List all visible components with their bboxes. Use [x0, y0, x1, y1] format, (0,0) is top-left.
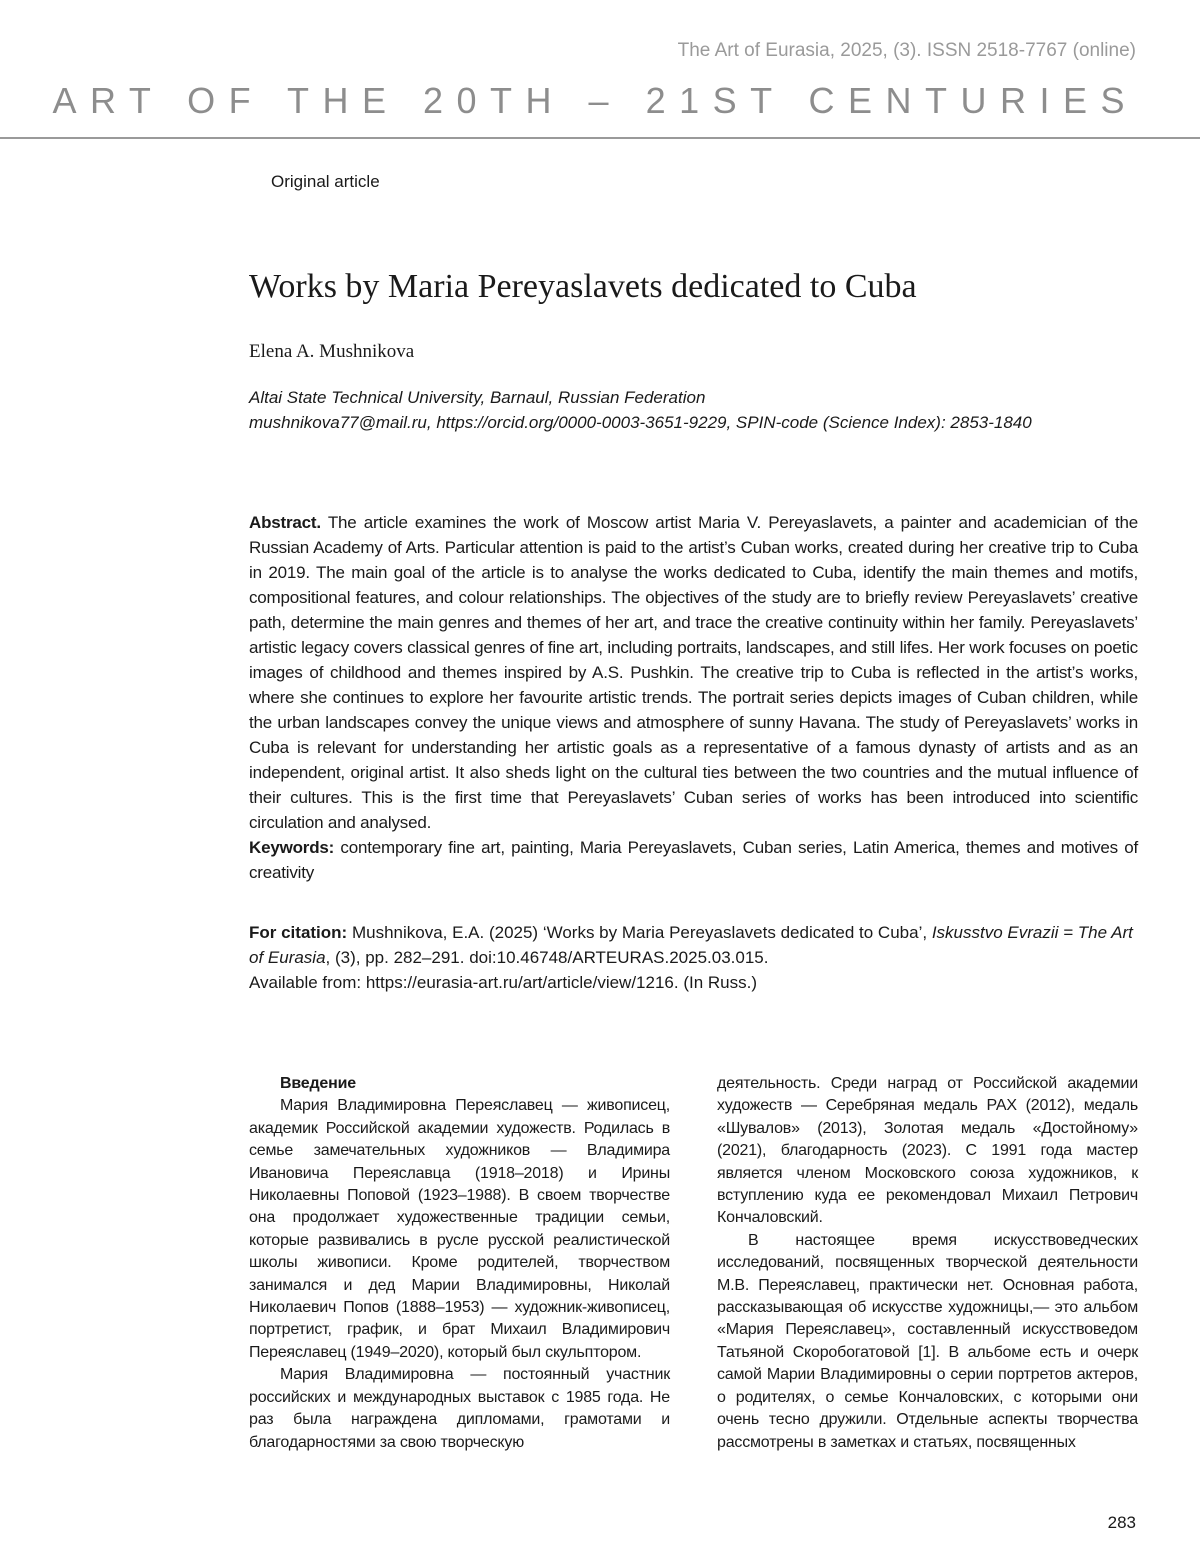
header-divider [0, 137, 1200, 139]
page-number: 283 [1107, 1513, 1136, 1532]
citation-block [249, 920, 1144, 995]
keywords-text: contemporary fine art, painting, Maria Pereyaslavets, Cuban series, Latin America, themes and motives of creativity [249, 838, 1138, 882]
abstract-text: The article examines the work of Moscow artist Maria V. Pereyaslavets, a painter and academician of the Russian Academy of Arts. Particular attention is paid to the artist’s Cuban works, created during her creative trip to Cuba in 2019. The main goal of the article is to analyse the works dedicated to Cuba, identify the main themes and motifs, compositional features, and colour relationships. The objectives of the study are to briefly review Pereyaslavets’ creative path, determine the main genres and themes of her art, and trace the creative continuity within her family. Pereyaslavets’ artistic legacy covers classical genres of fine art, including portraits, landscapes, and still lifes. Her work focuses on poetic images of childhood and themes inspired by A.S. Pushkin. The creative trip to Cuba is reflected in the artist’s works, where she continues to explore her favourite artistic trends. The portrait series depicts images of Cuban children, while the urban landscapes convey the unique views and atmosphere of sunny Havana. The study of Pereyaslavets’ works in Cuba is relevant for understanding her artistic goals as a representative of a famous dynasty of artists and as an independent, original artist. It also sheds light on the cultural ties between the two countries and the mutual influence of their cultures. This is the first time that Pereyaslavets’ Cuban series of works has been introduced into scientific circulation and analysed. [249, 513, 1139, 832]
citation-details: , (3), pp. 282–291. doi:10.46748/ARTEURAS.2025.03.015. [325, 948, 769, 967]
article-type: Original article [271, 172, 380, 191]
keywords-label: Keywords: [249, 838, 335, 857]
article-title: Works by Maria Pereyaslavets dedicated to Cuba [249, 268, 917, 305]
body-column-right [717, 1073, 1138, 1454]
section-title: ART OF THE 20TH – 21ST CENTURIES [52, 80, 1138, 121]
citation-label: For citation: [249, 923, 348, 942]
citation-available: Available from: https://eurasia-art.ru/art/article/view/1216. (In Russ.) [249, 973, 757, 992]
keywords-paragraph [249, 835, 1138, 885]
abstract-paragraph [249, 510, 1138, 835]
body-paragraph: Мария Владимировна — постоянный участник российских и международных выставок с 1985 года. Не раз была награждена дипломами, грамотами и благодарностями за свою творческую [249, 1366, 670, 1451]
section-heading: Введение [280, 1075, 356, 1092]
journal-line: The Art of Eurasia, 2025, (3). ISSN 2518-7767 (online) [677, 40, 1136, 61]
body-paragraph: В настоящее время искусствоведческих исследований, посвященных творческой деятельности М.В. Переяславец, практически нет. Основная работа, рассказывающая об искусстве художницы,— это альбом «Мария Переяславец», составленный искусствоведом Татьяной Скоробогатовой [1]. В альбоме есть и очерк самой Марии Владимировны о серии портретов актеров, о родителях, о семье Кончаловских, с которыми они очень тесно дружили. Отдельные аспекты творчества рассмотрены в заметках и статьях, посвященных [717, 1231, 1138, 1451]
citation-text: Mushnikova, E.A. (2025) ‘Works by Maria Pereyaslavets dedicated to Cuba’, [351, 923, 928, 942]
affiliation: Altai State Technical University, Barnaul, Russian Federation [249, 388, 706, 407]
author-name: Elena A. Mushnikova [249, 341, 415, 362]
abstract-block [249, 510, 1138, 885]
abstract-label: Abstract. [249, 513, 321, 532]
author-contacts: mushnikova77@mail.ru, https://orcid.org/0000-0003-3651-9229, SPIN-code (Science Index): 2853-1840 [249, 413, 1032, 432]
author-affiliation-block [249, 385, 1032, 435]
citation-journal: Iskusstvo Evrazii = The Art of Eurasia [249, 923, 1133, 967]
body-paragraph: деятельность. Среди наград от Российской академии художеств — Серебряная медаль РАХ (2012), медаль «Шувалов» (2013), Золотая медаль «Достойному» (2021), благодарность (2023). С 1991 года мастер является членом Московского союза художников, к вступлению куда ее рекомендовал Михаил Петрович Кончаловский. [717, 1075, 1138, 1227]
body-column-left [249, 1073, 670, 1454]
citation-paragraph [249, 920, 1144, 970]
body-paragraph: Мария Владимировна Переяславец — живописец, академик Российской академии художеств. Родилась в семье замечательных художников — Владимира Ивановича Переяславца (1918–2018) и Ирины Николаевны Поповой (1923–1988). В своем творчестве она продолжает художественные традиции семьи, которые развивались в русле русской реалистической школы живописи. Кроме родителей, творчеством занимался и дед Марии Владимировны, Николай Николаевич Попов (1888–1953) — художник-живописец, портретист, график, и брат Михаил Владимирович Переяславец (1949–2020), который был скульптором. [249, 1097, 670, 1361]
